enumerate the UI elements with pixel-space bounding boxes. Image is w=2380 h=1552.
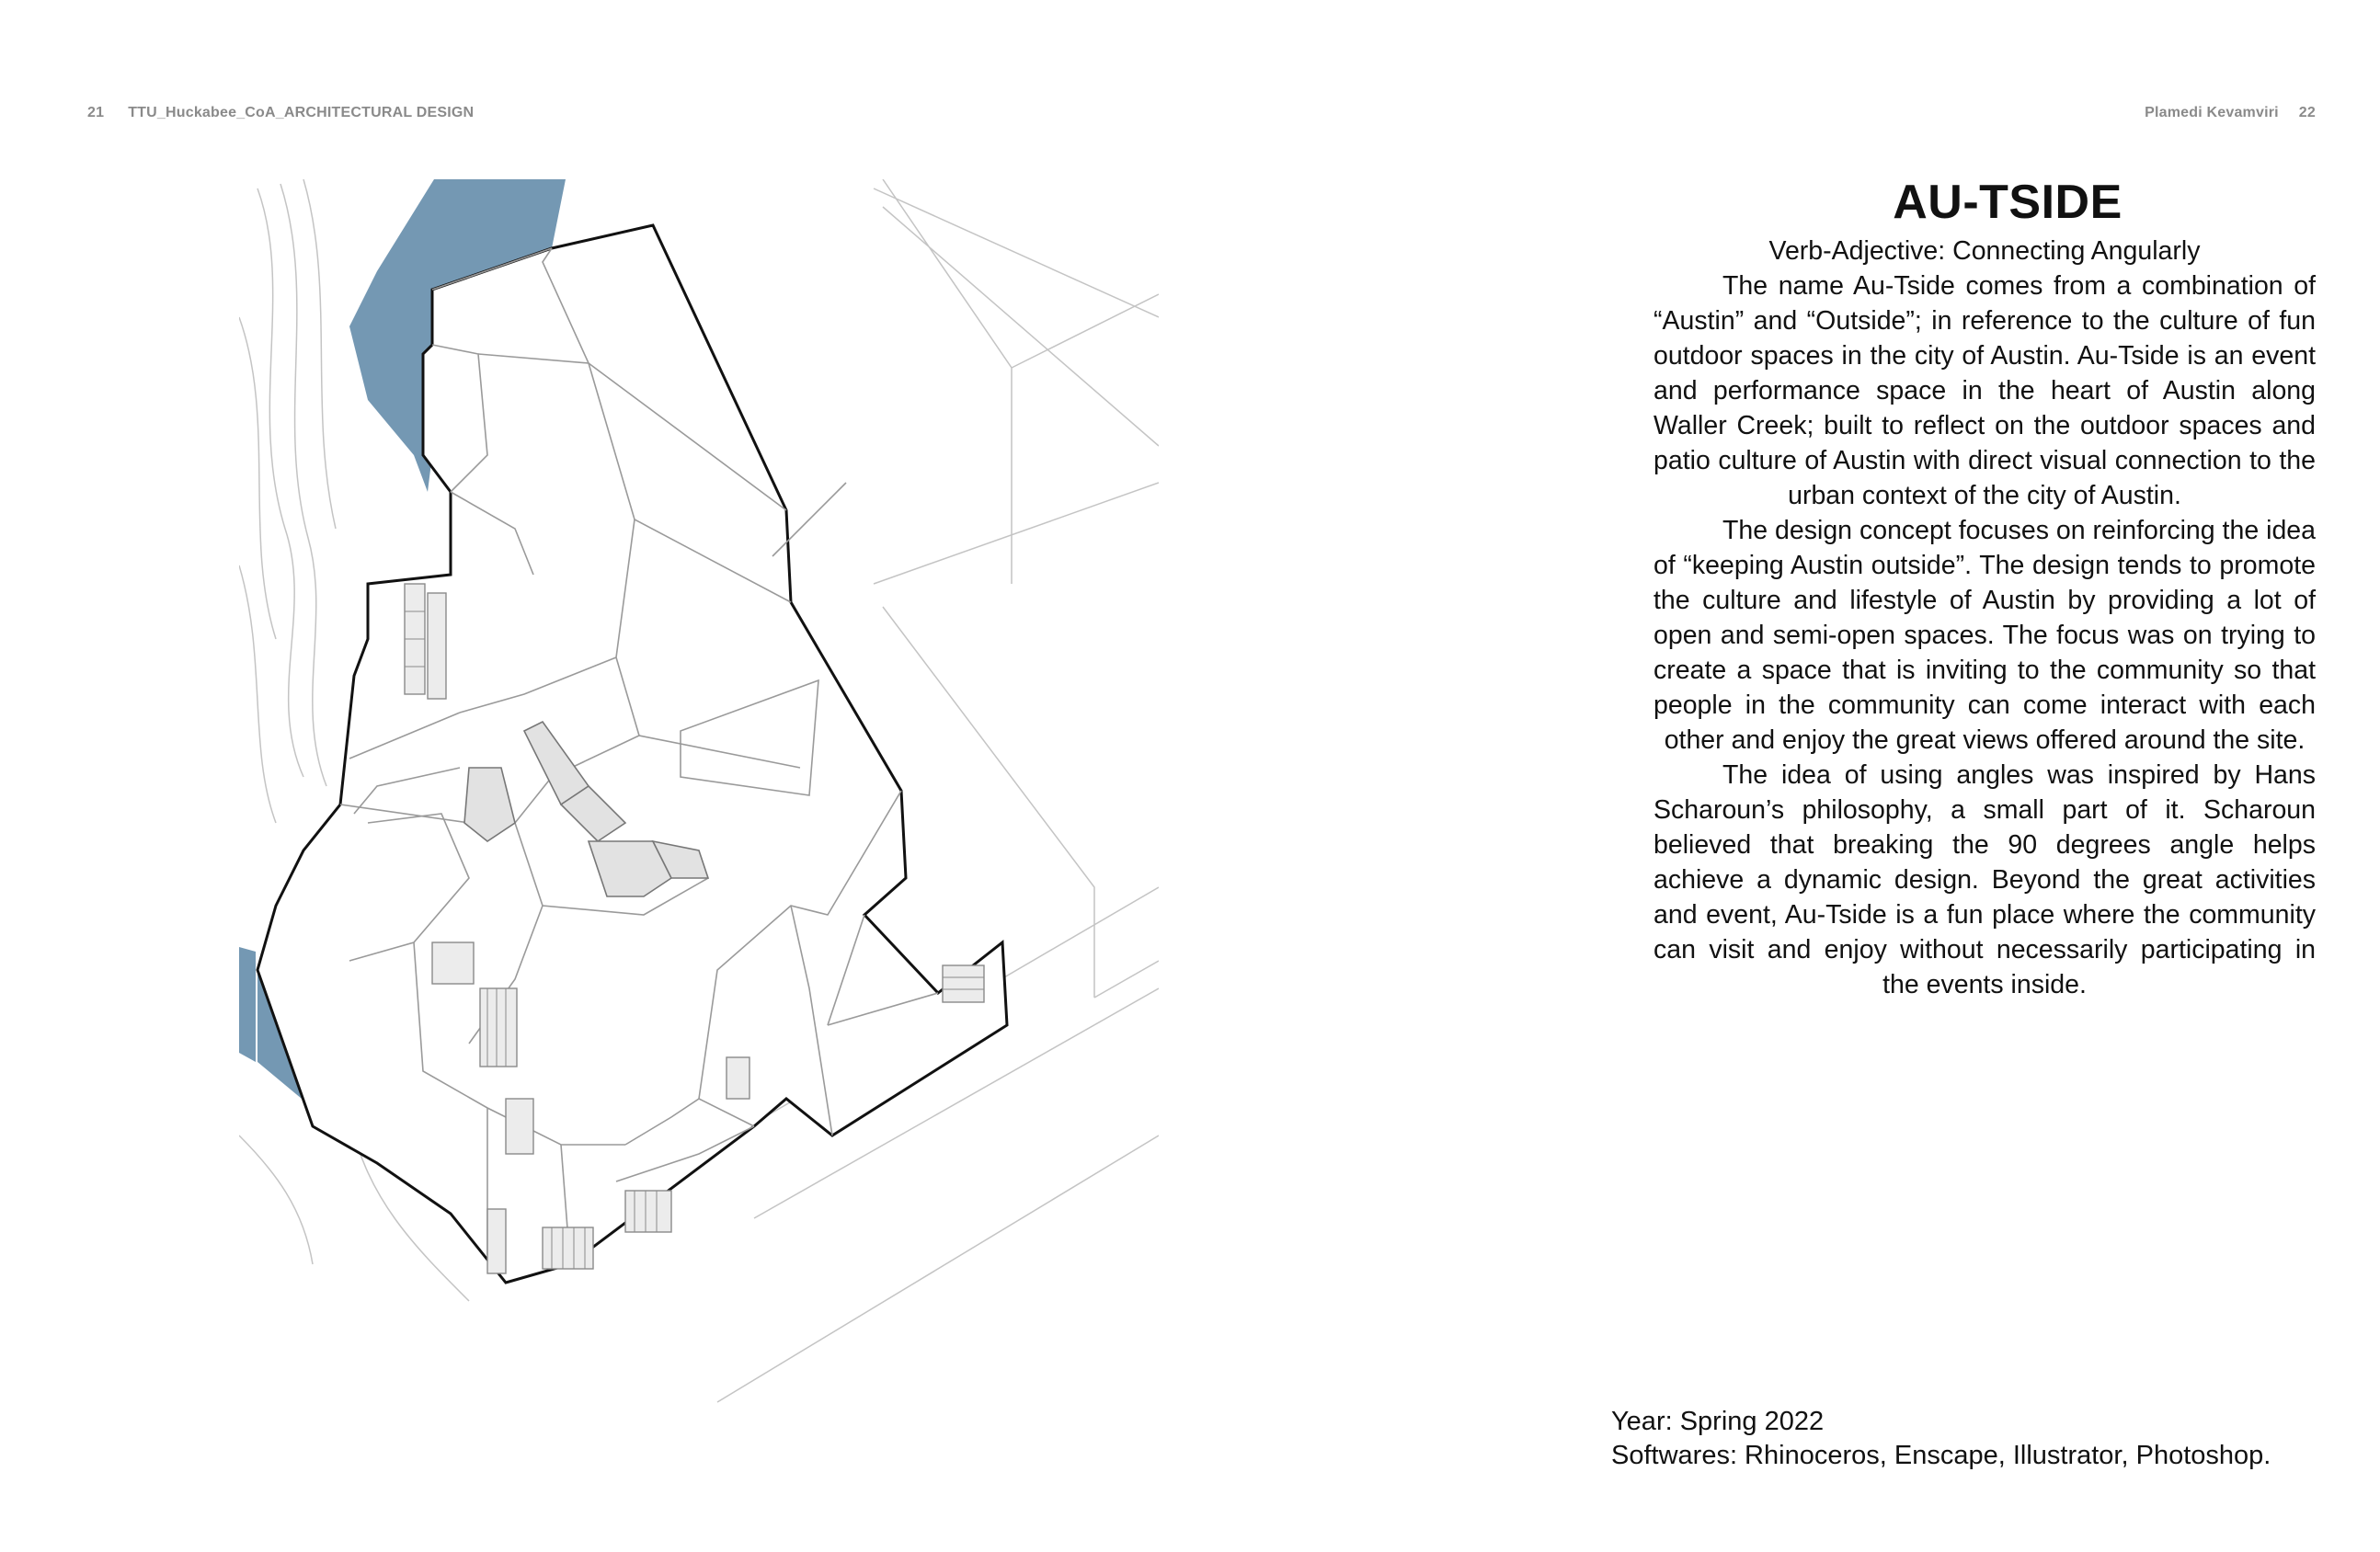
project-year: Year: Spring 2022 xyxy=(1611,1407,1825,1436)
project-meta xyxy=(1611,1405,2271,1473)
author-name: Plamedi Kevamviri xyxy=(2145,105,2279,120)
right-page-header xyxy=(2145,105,2316,121)
project-software: Softwares: Rhinoceros, Enscape, Illustrator, Photoshop. xyxy=(1611,1441,2271,1470)
left-header-title: TTU_Huckabee_CoA_ARCHITECTURAL DESIGN xyxy=(128,105,475,120)
project-title: AU-TSIDE xyxy=(1893,176,2123,229)
left-page-header xyxy=(87,105,474,121)
project-subtitle: Verb-Adjective: Connecting Angularly xyxy=(1768,236,2201,266)
axonometric-site-drawing xyxy=(239,179,1159,1411)
paragraph-name-origin: The name Au-Tside comes from a combination of “Austin” and “Outside”; in reference to the culture of fun outdoor spaces in the city of Austin. Au-Tside is an event and performance space in the heart of Austin along Waller Creek; built to reflect on the outdoor spaces and patio culture of Austin with direct visual connection to the urban context of the city of Austin. xyxy=(1653,271,2316,510)
project-description xyxy=(1653,175,2316,1002)
paragraph-design-concept: The design concept focuses on reinforcing the idea of “keeping Austin outside”. The design tends to promote the culture and lifestyle of Austin by providing a lot of open and semi-open spaces. The focus was on trying to create a space that is inviting to the community so that people in the community can come interact with each other and enjoy the great views offered around the site. xyxy=(1653,516,2316,755)
right-page-number: 22 xyxy=(2298,105,2316,120)
paragraph-angles-inspiration: The idea of using angles was inspired by Hans Scharoun’s philosophy, a small part of it. Scharoun believed that breaking the 90 degrees angle helps achieve a dynamic design. Beyond the great activities and event, Au-Tside is a fun place where the community can visit and enjoy without necessarily participating in the events inside. xyxy=(1653,760,2316,999)
left-page-number: 21 xyxy=(87,105,105,120)
